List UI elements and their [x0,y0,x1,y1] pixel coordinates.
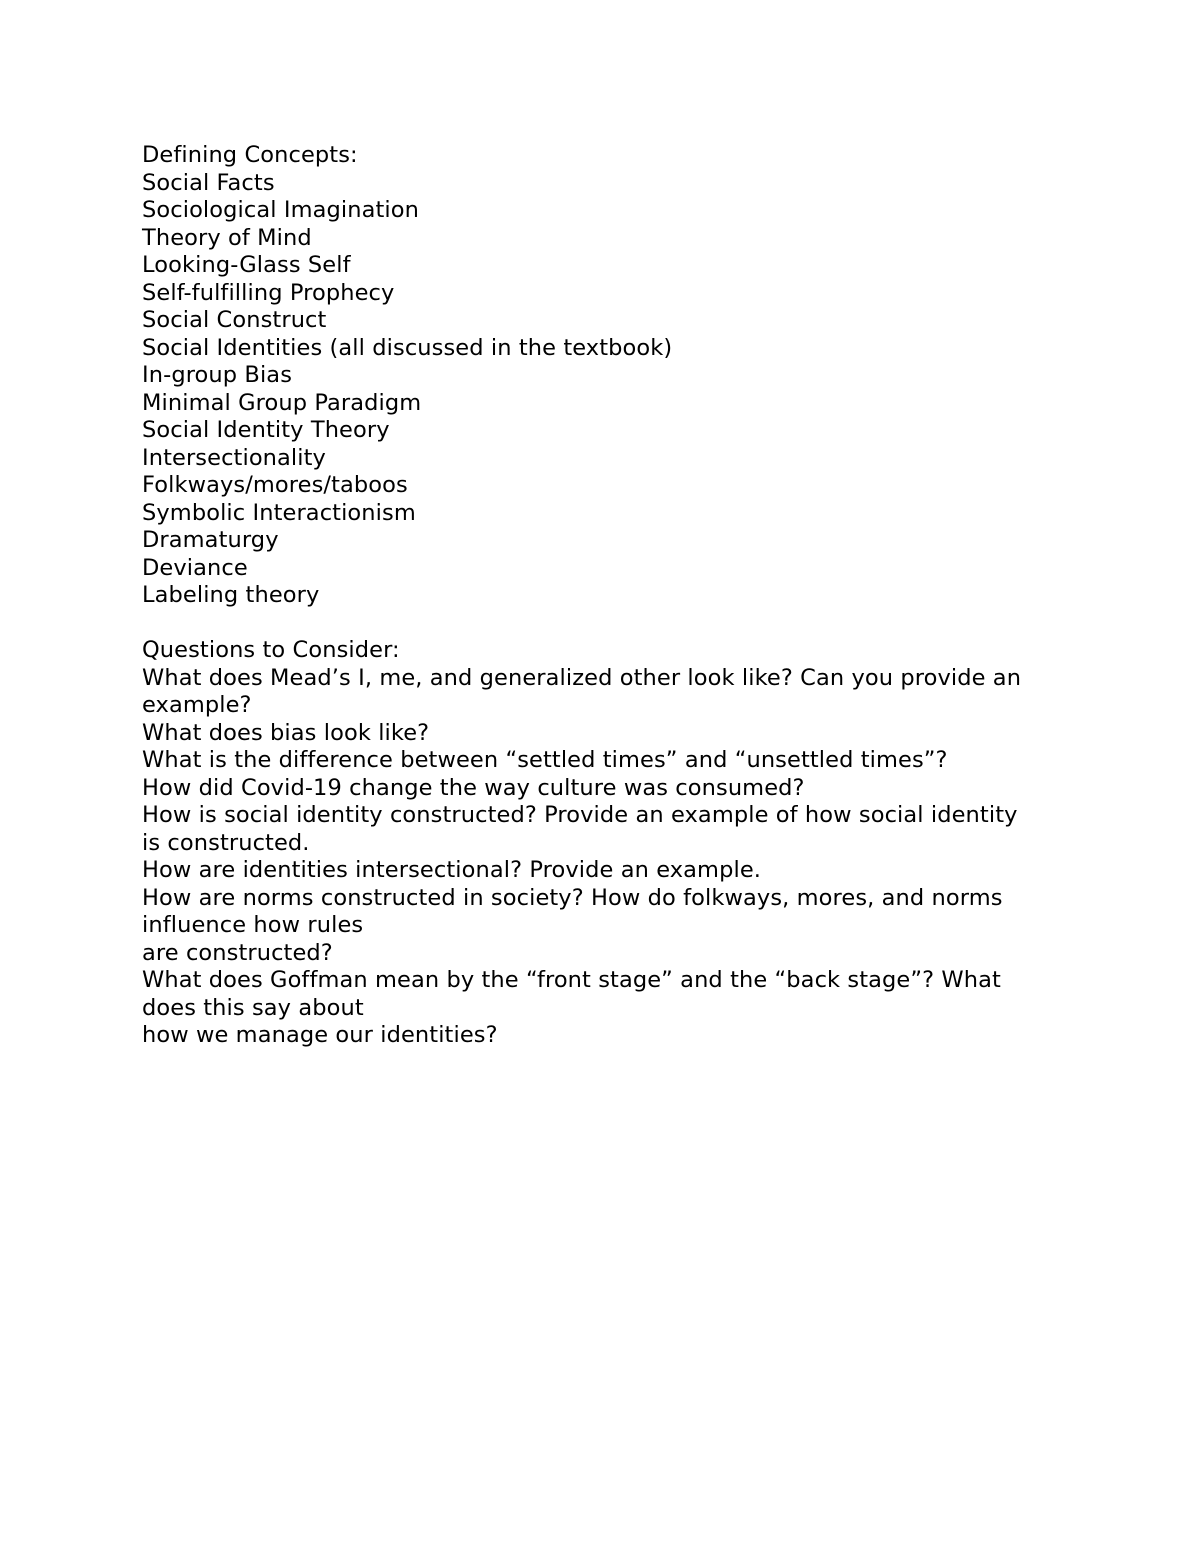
question-line: What does Goffman mean by the “front stage” and the “back stage”? What [142,967,1001,993]
document-body [142,142,1072,1050]
concept-item: Theory of Mind [142,224,312,251]
question-line: How did Covid-19 change the way culture was consumed? [142,774,805,801]
question-line: How are identities intersectional? Provide an example. [142,857,762,883]
question-line: How are norms constructed in society? How do folkways, mores, and norms [142,884,1003,911]
question-line: example? [142,692,252,718]
concept-item: Folkways/mores/taboos [142,472,408,498]
question-line: What does Mead’s I, me, and generalized other look like? Can you provide an [142,664,1022,691]
concept-item: Symbolic Interactionism [142,499,416,526]
question-line: What does bias look like? [142,719,430,746]
question-line: is constructed. [142,829,310,856]
concept-item: Self-fulfilling Prophecy [142,279,395,306]
concept-item: Social Construct [142,307,327,333]
concept-item: Dramaturgy [142,527,279,553]
concept-item: Social Identities (all discussed in the textbook) [142,334,673,361]
concept-item: Social Identity Theory [142,417,390,443]
question-line: How is social identity constructed? Provide an example of how social identity [142,802,1018,828]
concept-item: Sociological Imagination [142,197,419,223]
concepts-heading: Defining Concepts: [142,142,358,168]
question-line: What is the difference between “settled times” and “unsettled times”? [142,747,948,773]
question-line: how we manage our identities? [142,1022,498,1048]
concept-item: Intersectionality [142,444,326,471]
question-line: influence how rules [142,912,364,938]
concept-item: Looking-Glass Self [142,252,351,278]
concept-item: Labeling theory [142,582,320,608]
concept-item: Minimal Group Paradigm [142,389,422,416]
question-line: does this say about [142,994,364,1021]
concept-item: In-group Bias [142,362,293,388]
questions-heading: Questions to Consider: [142,637,400,663]
question-line: are constructed? [142,939,333,966]
concept-item: Social Facts [142,169,275,196]
concept-item: Deviance [142,554,248,581]
blank-line [142,610,1072,638]
